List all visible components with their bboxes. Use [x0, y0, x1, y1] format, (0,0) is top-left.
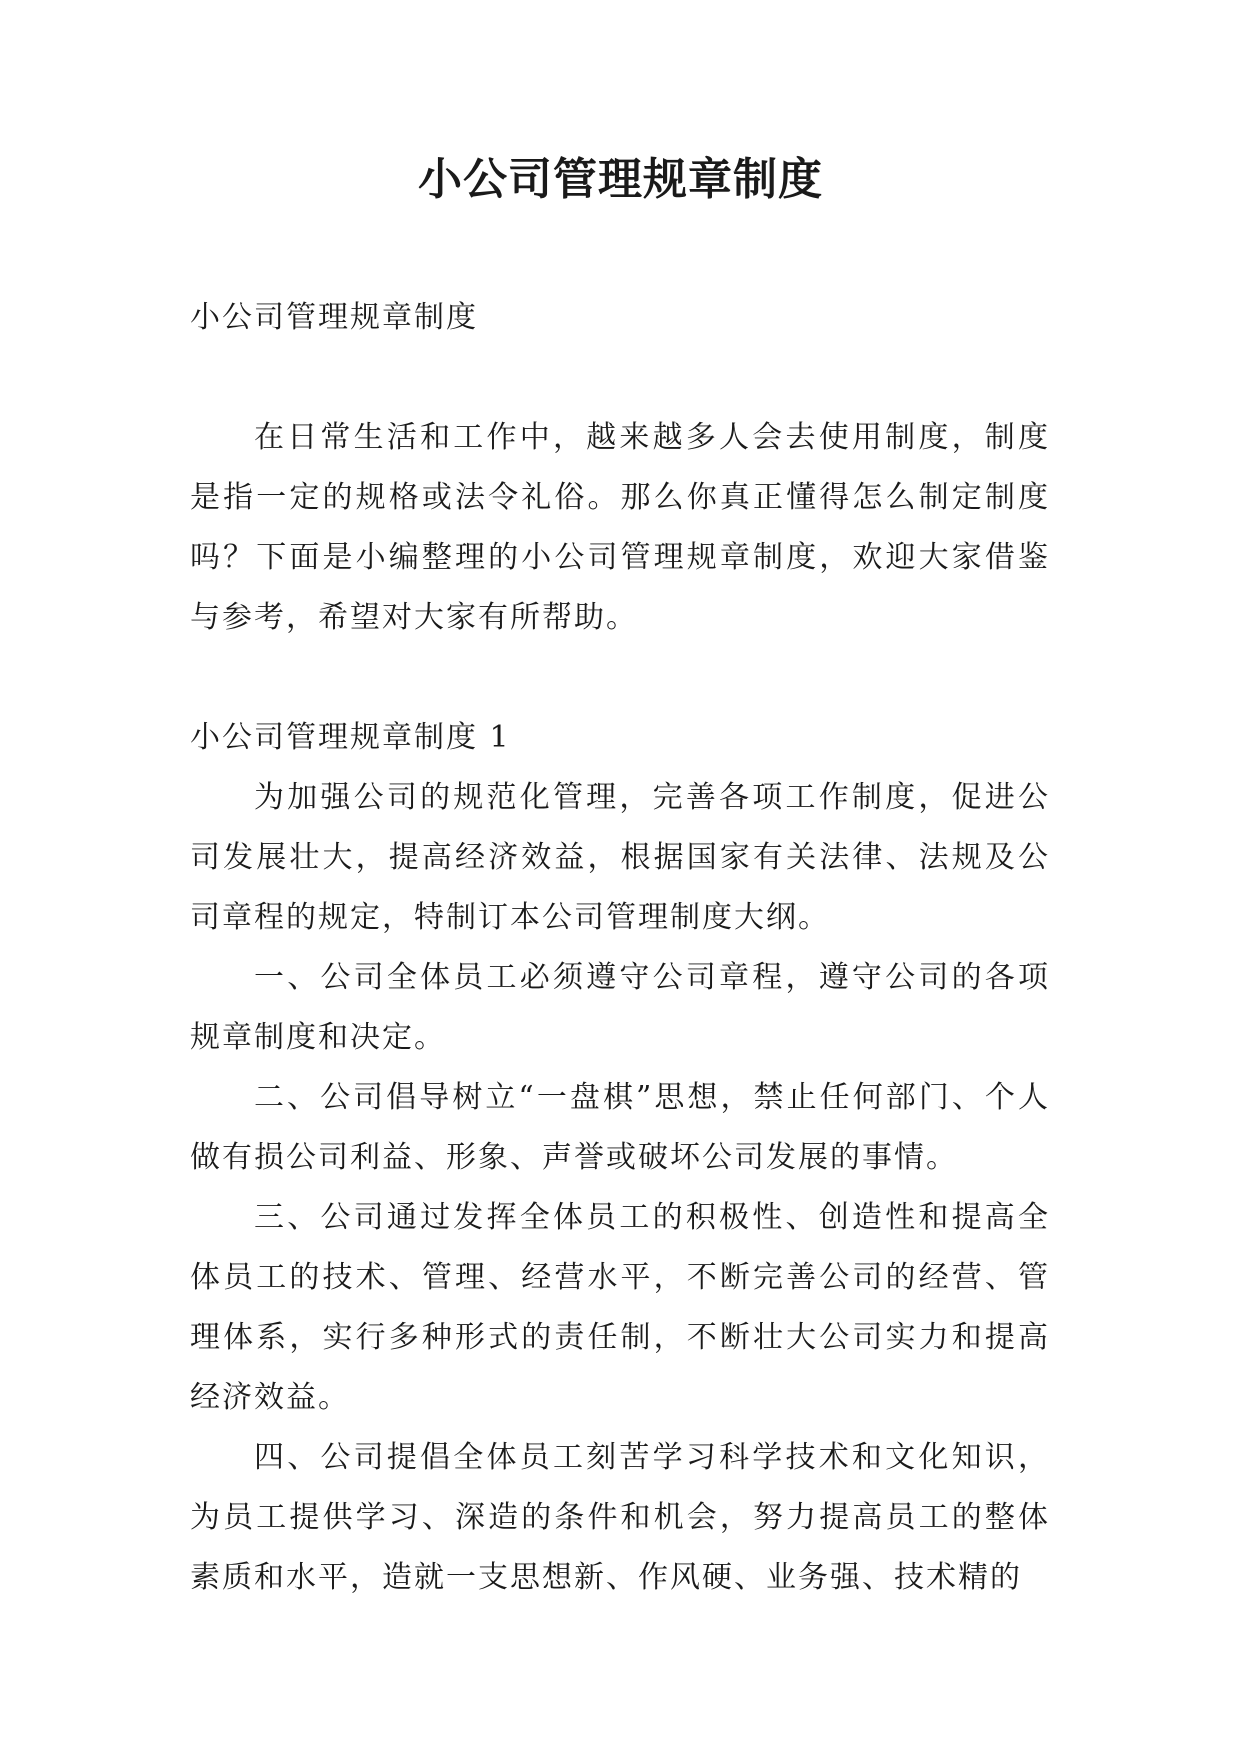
body-paragraph: 三、公司通过发挥全体员工的积极性、创造性和提高全体员工的技术、管理、经营水平，不断完善公司的经营、管理体系，实行多种形式的责任制，不断壮大公司实力和提高经济效益。	[190, 1200, 1050, 1415]
body-paragraph: 为加强公司的规范化管理，完善各项工作制度，促进公司发展壮大，提高经济效益，根据国家有关法律、法规及公司章程的规定，特制订本公司管理制度大纲。	[190, 780, 1050, 935]
document-subtitle: 小公司管理规章制度	[190, 300, 478, 335]
document-title: 小公司管理规章制度	[418, 154, 823, 205]
intro-paragraph: 在日常生活和工作中，越来越多人会去使用制度，制度是指一定的规格或法令礼俗。那么你真正懂得怎么制定制度吗？下面是小编整理的小公司管理规章制度，欢迎大家借鉴与参考，希望对大家有所帮助。	[190, 420, 1050, 635]
body-paragraph: 一、公司全体员工必须遵守公司章程，遵守公司的各项规章制度和决定。	[190, 960, 1050, 1055]
body-paragraph: 四、公司提倡全体员工刻苦学习科学技术和文化知识，为员工提供学习、深造的条件和机会，努力提高员工的整体素质和水平，造就一支思想新、作风硬、业务强、技术精的	[190, 1440, 1050, 1595]
document-body	[190, 288, 1050, 1608]
section-heading: 小公司管理规章制度 1	[190, 720, 511, 755]
body-paragraph: 二、公司倡导树立“一盘棋”思想，禁止任何部门、个人做有损公司利益、形象、声誉或破坏公司发展的事情。	[190, 1080, 1050, 1175]
